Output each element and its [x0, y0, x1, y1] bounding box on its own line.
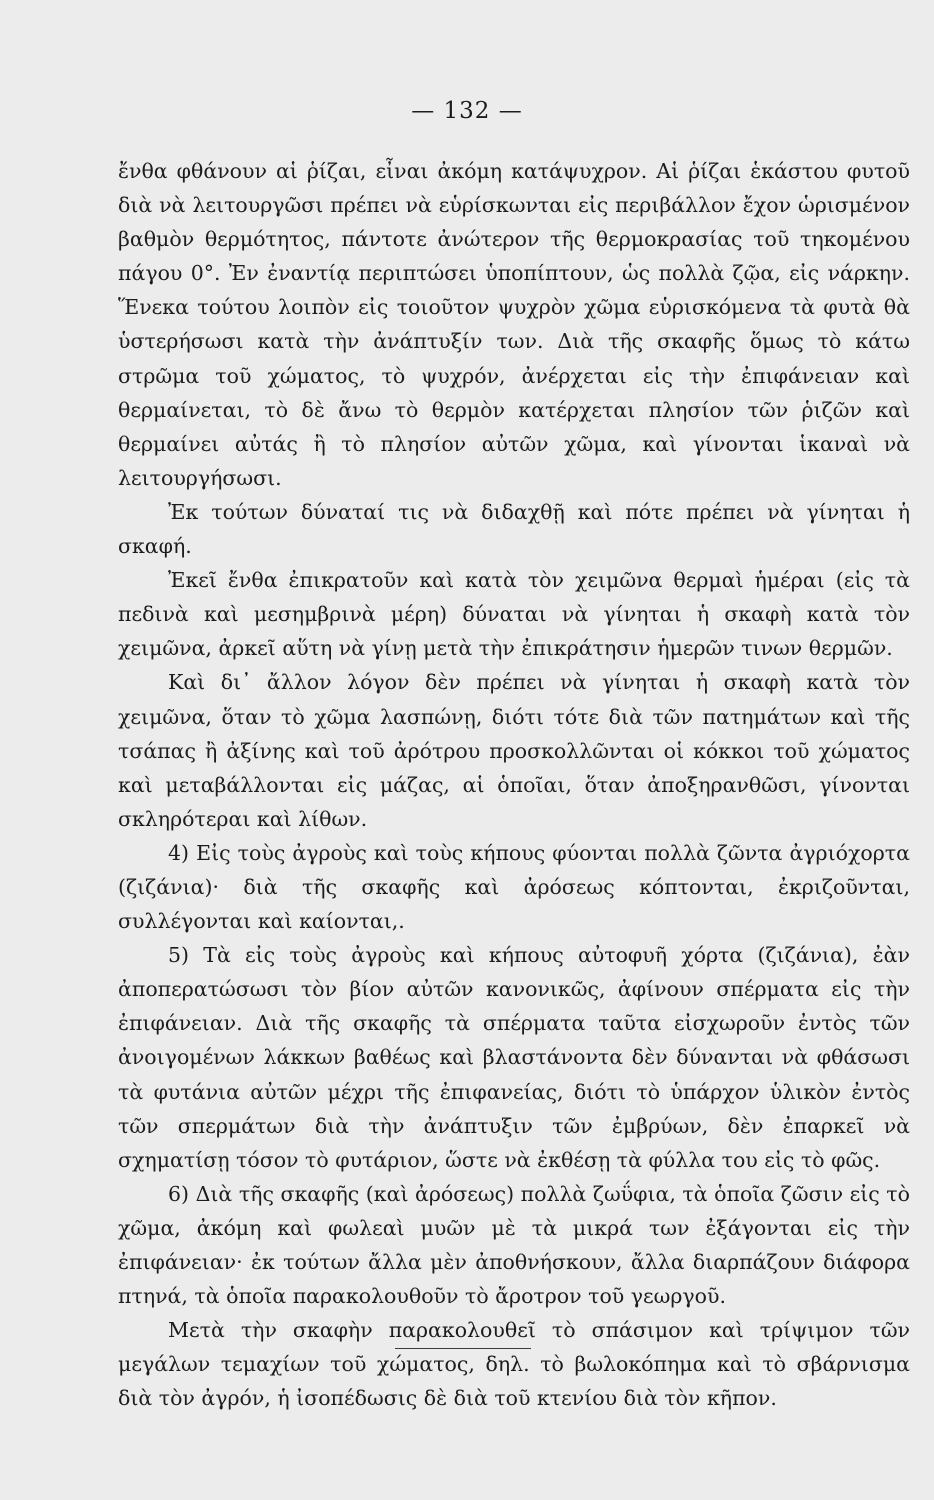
paragraph: Καὶ δι᾽ ἄλλον λόγον δὲν πρέπει νὰ γίνηται ἡ σκαφὴ κατὰ τὸν χειμῶνα, ὅταν τὸ χῶμα λασπώνῃ, διότι τότε διὰ τῶν πατημάτων καὶ τῆς τσάπας ἢ ἀξίνης καὶ τοῦ ἀρότρου προσκολλῶνται οἱ κόκκοι τοῦ χώματος καὶ μεταβάλλονται εἰς μάζας, αἱ ὁποῖαι, ὅταν ἀποξηρανθῶσι, γίνονται σκληρότεραι καὶ λίθων. [118, 670, 910, 831]
end-rule-divider [395, 1348, 531, 1349]
paragraph: 6) Διὰ τῆς σκαφῆς (καὶ ἀρόσεως) πολλὰ ζωΰφια, τὰ ὁποῖα ζῶσιν εἰς τὸ χῶμα, ἀκόμη καὶ φωλεαὶ μυῶν μὲ τὰ μικρά των ἐξάγονται εἰς τὴν ἐπιφάνειαν· ἐκ τούτων ἄλλα μὲν ἀποθνήσκουν, ἄλλα διαρπάζουν διάφορα πτηνά, τὰ ὁποῖα παρακολουθοῦν τὸ ἄροτρον τοῦ γεωργοῦ. [118, 1181, 910, 1309]
paragraph: ἔνθα φθάνουν αἱ ῥίζαι, εἶναι ἀκόμη κατάψυχρον. Αἱ ῥίζαι ἑκάστου φυτοῦ διὰ νὰ λειτουργῶσι πρέπει νὰ εὑρίσκωνται εἰς περιβάλλον ἔχον ὡρισμένον βαθμὸν θερμότητος, πάντοτε ἀνώτερον τῆς θερμοκρασίας τοῦ τηκομένου πάγου 0°. Ἐν ἐναντίᾳ περιπτώσει ὑποπίπτουν, ὡς πολλὰ ζῷα, εἰς νάρκην. Ἕνεκα τούτου λοιπὸν εἰς τοιοῦτον ψυχρὸν χῶμα εὑρισκόμενα τὰ φυτὰ θὰ ὑστερήσωσι κατὰ τὴν ἀνάπτυξίν των. Διὰ τῆς σκαφῆς ὅμως τὸ κάτω στρῶμα τοῦ χώματος, τὸ ψυχρόν, ἀνέρχεται εἰς τὴν ἐπιφάνειαν καὶ θερμαίνεται, τὸ δὲ ἄνω τὸ θερμὸν κατέρχεται πλησίον τῶν ῥιζῶν καὶ θερμαίνει αὐτάς ἢ τὸ πλησίον αὐτῶν χῶμα, καὶ γίνονται ἱκαναὶ νὰ λειτουργήσωσι. [118, 159, 910, 490]
paragraph: Μετὰ τὴν σκαφὴν παρακολουθεῖ τὸ σπάσιμον καὶ τρίψιμον τῶν μεγάλων τεμαχίων τοῦ χώματος, δηλ. τὸ βωλοκόπημα καὶ τὸ σβάρνισμα διὰ τὸν ἀγρόν, ἡ ἰσοπέδωσις δὲ διὰ τοῦ κτενίου διὰ τὸν κῆπον. [118, 1318, 910, 1411]
paragraph: Ἐκ τούτων δύναταί τις νὰ διδαχθῇ καὶ πότε πρέπει νὰ γίνηται ἡ σκαφή. [118, 499, 910, 559]
paragraph: 5) Τὰ εἰς τοὺς ἀγροὺς καὶ κήπους αὐτοφυῆ χόρτα (ζιζάνια), ἐὰν ἀποπερατώσωσι τὸν βίον αὐτῶν κανονικῶς, ἀφίνουν σπέρματα εἰς τὴν ἐπιφάνειαν. Διὰ τῆς σκαφῆς τὰ σπέρματα ταῦτα εἰσχωροῦν ἐντὸς τῶν ἀνοιγομένων λάκκων βαθέως καὶ βλαστάνοντα δὲν δύνανται νὰ φθάσωσι τὰ φυτάνια αὐτῶν μέχρι τῆς ἐπιφανείας, διότι τὸ ὑπάρχον ὑλικὸν ἐντὸς τῶν σπερμάτων διὰ τὴν ἀνάπτυξιν τῶν ἐμβρύων, δὲν ἐπαρκεῖ νὰ σχηματίσῃ τόσον τὸ φυτάριον, ὥστε νὰ ἐκθέσῃ τὰ φύλλα του εἰς τὸ φῶς. [118, 943, 910, 1172]
page-number: — 132 — [411, 98, 523, 124]
paragraph: 4) Εἰς τοὺς ἀγροὺς καὶ τοὺς κήπους φύονται πολλὰ ζῶντα ἀγριόχορτα (ζιζάνια)· διὰ τῆς σκαφῆς καὶ ἀρόσεως κόπτονται, ἐκριζοῦνται, συλλέγονται καὶ καίονται,. [118, 840, 910, 934]
paragraph: Ἐκεῖ ἔνθα ἐπικρατοῦν καὶ κατὰ τὸν χειμῶνα θερμαὶ ἡμέραι (εἰς τὰ πεδινὰ καὶ μεσημβρινὰ μέρη) δύναται νὰ γίνηται ἡ σκαφὴ κατὰ τὸν χειμῶνα, ἀρκεῖ αὕτη νὰ γίνῃ μετὰ τὴν ἐπικράτησιν ἡμερῶν τινων θερμῶν. [118, 568, 910, 661]
body-text [118, 154, 910, 1415]
